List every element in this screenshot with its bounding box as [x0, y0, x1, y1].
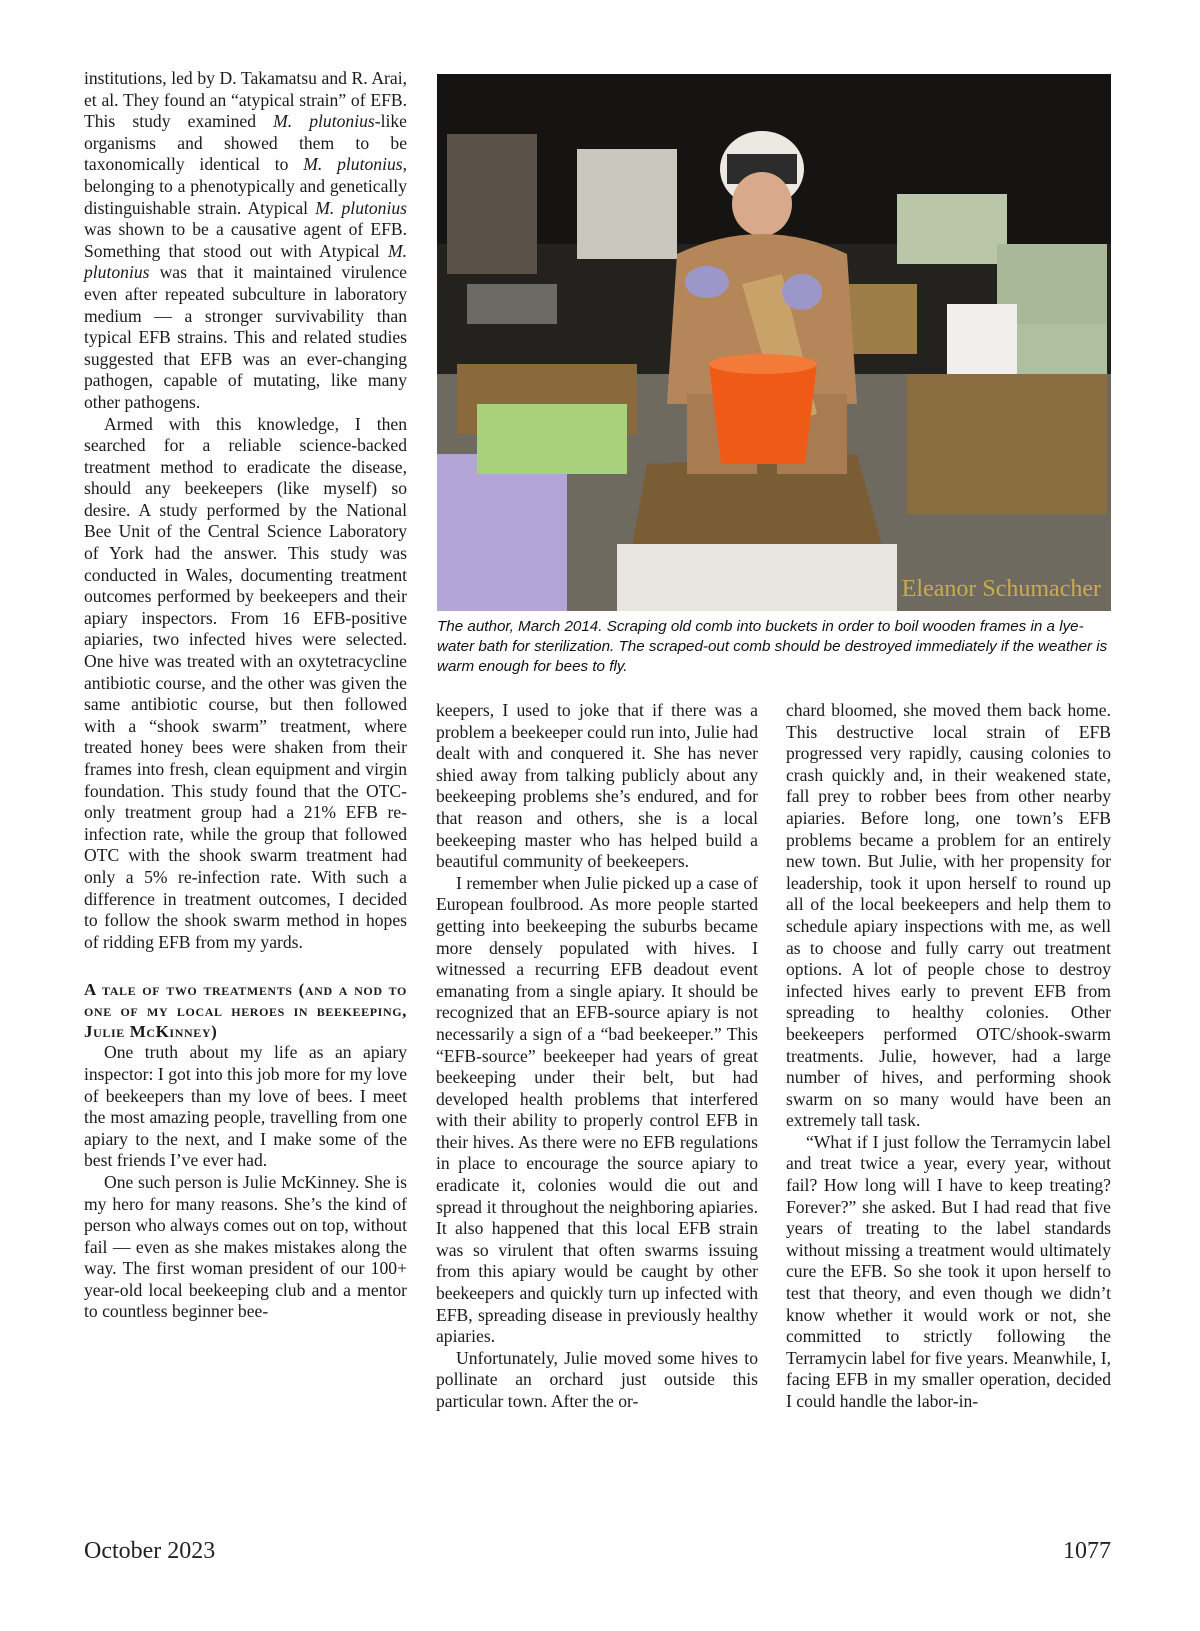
paragraph: keepers, I used to joke that if there was a problem a beekeeper could run into, Julie had dealt with and conquered it. She has never shied away from talking publicly about any beekeeping problems she’s endured, and for that reason and others, she is a local beekeeping master who has helped build a beautiful community of beekeepers. [436, 700, 758, 872]
paragraph: institutions, led by D. Takamatsu and R. Arai, et al. They found an “atypical strain” of EFB. This study examined M. plutonius-like organisms and showed them to be taxonomically identical to M. plutonius, belonging to a phenotypically and genetically distinguishable strain. Atypical M. plutonius was shown to be a causative agent of EFB. Something that stood out with Atypical M. plutonius was that it maintained virulence even after repeated subculture in laboratory medium — a stronger survivability than typical EFB strains. This and related studies suggested that EFB was an ever-changing pathogen, capable of mutating, like many other pathogens. [84, 68, 408, 412]
article-column-1 [84, 68, 407, 1323]
article-column-2 [436, 700, 758, 1413]
article-photo [437, 74, 1111, 611]
page-number: 1077 [1063, 1538, 1111, 1564]
paragraph: One such person is Julie McKinney. She is my hero for many reasons. She’s the kind of person who always comes out on top, without fail — even as she makes mistakes along the way. The first woman president of our 100+ year-old local beekeeping club and a mentor to countless beginner bee- [84, 1171, 407, 1322]
paragraph: chard bloomed, she moved them back home. This destructive local strain of EFB progressed very rapidly, causing colonies to crash quickly and, in their weakened state, fall prey to robber bees from other nearby apiaries. Before long, one town’s EFB problems became a problem for an entirely new town. But Julie, with her propensity for leadership, took it upon herself to round up all of the local beekeepers and help them to schedule apiary inspections with me, as well as to choose and fully carry out treatment options. A lot of people chose to destroy infected hives early to prevent EFB from spreading to healthy colonies. Other beekeepers performed OTC/shook-swarm treatments. Julie, however, had a large number of hives, and performing shook swarm on so many would have been an extremely tall task. [786, 700, 1111, 1131]
photo-caption: The author, March 2014. Scraping old comb into buckets in order to boil wooden frames in a lye-water bath for sterilization. The scraped-out comb should be destroyed immediately if the weather is warm enough for bees to fly. [437, 618, 1108, 675]
paragraph: Unfortunately, Julie moved some hives to pollinate an orchard just outside this particular town. After the or- [436, 1347, 758, 1411]
issue-date: October 2023 [84, 1538, 216, 1564]
paragraph: Armed with this knowledge, I then searched for a reliable science-backed treatment method to eradicate the disease, should any beekeepers (like myself) so desire. A study performed by the National Bee Unit of the Central Science Laboratory of York had the answer. This study was conducted in Wales, documenting treatment outcomes performed by beekeepers and their apiary inspectors. From 16 EFB-positive apiaries, two infected hives were selected. One hive was treated with an oxytetracycline antibiotic course, and the other was given the same antibiotic course, but then followed with a “shook swarm” treatment, where treated honey bees were shaken from their frames into fresh, clean equipment and virgin foundation. This study found that the OTC-only treatment group had a 21% EFB re-infection rate, while the group that followed OTC with the shook swarm treatment had only a 5% re-infection rate. With such a difference in treatment outcomes, I decided to follow the shook swarm method in hopes of ridding EFB from my yards. [84, 413, 407, 952]
article-column-3 [786, 700, 1111, 1413]
photo-illustration [437, 74, 1111, 611]
paragraph: One truth about my life as an apiary inspector: I got into this job more for my love of beekeepers than my love of bees. I meet the most amazing people, travelling from one apiary to the next, and I make some of the best friends I’ve ever had. [84, 1042, 407, 1171]
paragraph: I remember when Julie picked up a case of European foulbrood. As more people started getting into beekeeping the suburbs became more densely populated with hives. I witnessed a recurring EFB deadout event emanating from a single apiary. It should be recognized that an EFB-source apiary is not necessarily a sign of a “bad beekeeper.” This “EFB-source” beekeeper had years of great beekeeping under their belt, but had developed health problems that interfered with their ability to properly control EFB in their hives. As there were no EFB regulations in place to encourage the source apiary to eradicate it, colonies would die out and spread it throughout the neighboring apiaries. It also happened that this local EFB strain was so virulent that often swarms issuing from this apiary would be caught by other beekeepers and quickly turn up infected with EFB, spreading disease in previously healthy apiaries. [436, 872, 758, 1347]
section-heading: A tale of two treatments (and a nod to one of my local heroes in beekeeping, Julie McKinney) [84, 980, 407, 1042]
photo-credit-watermark: Eleanor Schumacher [901, 576, 1101, 602]
paragraph: “What if I just follow the Terramycin label and treat twice a year, every year, without fail? How long will I have to keep treating? Forever?” she asked. But I had read that five years of treating to the label standards without missing a treatment would ultimately cure the EFB. So she took it upon herself to test that theory, and even though we didn’t know whether it would work or not, she committed to strictly following the Terramycin label for five years. Meanwhile, I, facing EFB in my smaller operation, decided I could handle the labor-in- [786, 1131, 1111, 1411]
